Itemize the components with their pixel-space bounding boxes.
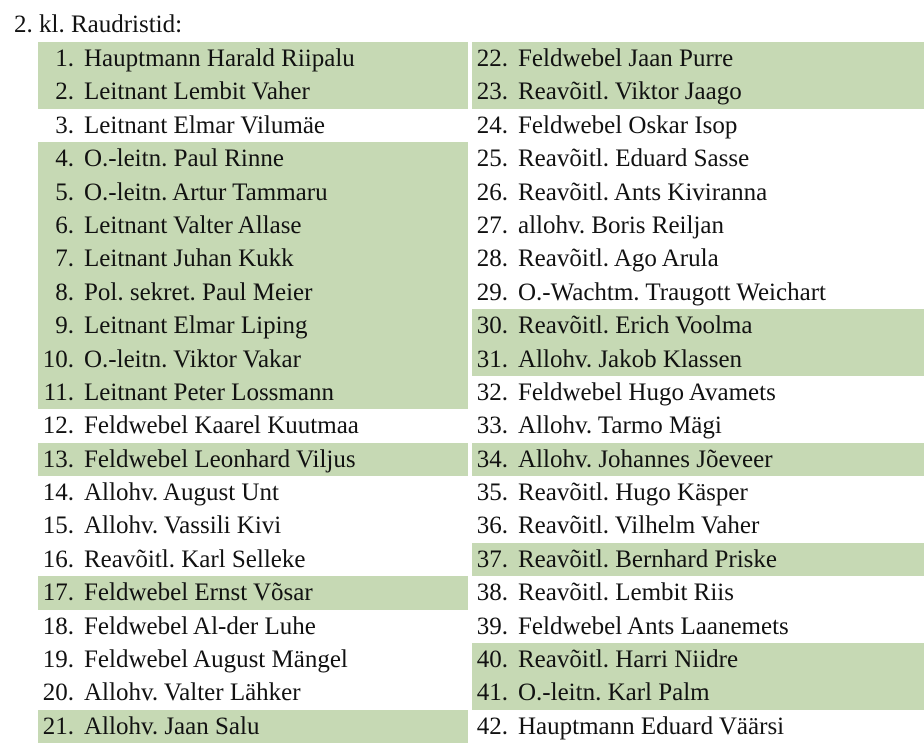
list-item-name: O.-leitn. Paul Rinne bbox=[84, 145, 284, 173]
list-item-number: 27. bbox=[476, 211, 508, 239]
list-item-number: 41. bbox=[476, 679, 508, 707]
list-item-name: Reavõitl. Hugo Käsper bbox=[518, 479, 748, 507]
list-item-name: O.-Wachtm. Traugott Weichart bbox=[518, 278, 826, 306]
list-item-name: Hauptmann Harald Riipalu bbox=[84, 45, 355, 72]
list-item bbox=[472, 75, 924, 108]
list-item-number: 32. bbox=[476, 378, 508, 406]
list-item bbox=[472, 643, 924, 676]
list-item bbox=[38, 610, 468, 643]
right-column bbox=[468, 42, 924, 743]
list-item bbox=[472, 443, 924, 476]
list-item bbox=[472, 409, 924, 442]
list-item-number: 9. bbox=[55, 312, 74, 340]
list-item bbox=[38, 309, 468, 342]
list-item-number: 26. bbox=[476, 178, 508, 206]
list-item-name: Hauptmann Eduard Väärsi bbox=[518, 712, 785, 740]
list-item bbox=[472, 543, 924, 576]
list-item-name: Allohv. Jakob Klassen bbox=[518, 345, 743, 373]
list-item-number: 1. bbox=[55, 45, 74, 72]
list-item-name: Allohv. Johannes Jõeveer bbox=[518, 445, 773, 473]
list-item bbox=[472, 509, 924, 542]
list-item bbox=[472, 42, 924, 75]
list-item bbox=[38, 476, 468, 509]
list-item-number: 29. bbox=[476, 278, 508, 306]
list-item-number: 10. bbox=[42, 345, 74, 373]
list-item bbox=[38, 543, 468, 576]
list-item bbox=[38, 242, 468, 275]
list-item bbox=[472, 576, 924, 609]
list-item-name: Feldwebel Al-der Luhe bbox=[84, 612, 316, 640]
page-title: 2. kl. Raudristid: bbox=[14, 11, 183, 38]
list-item bbox=[472, 142, 924, 175]
list-item bbox=[472, 109, 924, 142]
list-item bbox=[472, 476, 924, 509]
list-item-number: 14. bbox=[42, 479, 74, 507]
list-item-number: 17. bbox=[42, 579, 74, 607]
list-item-name: Reavõitl. Karl Selleke bbox=[84, 545, 306, 573]
left-column bbox=[0, 42, 468, 743]
list-item bbox=[38, 276, 468, 309]
list-item-name: Reavõitl. Viktor Jaago bbox=[518, 78, 742, 106]
list-item-name: Leitnant Valter Allase bbox=[84, 211, 302, 239]
list-item-name: Allohv. August Unt bbox=[84, 479, 279, 507]
list-item bbox=[472, 309, 924, 342]
list-item bbox=[472, 242, 924, 275]
list-item bbox=[38, 509, 468, 542]
list-item-name: allohv. Boris Reiljan bbox=[518, 211, 724, 239]
list-item bbox=[38, 710, 468, 743]
list-item-name: Feldwebel Oskar Isop bbox=[518, 111, 738, 139]
list-item-number: 22. bbox=[476, 45, 508, 72]
list-item-name: Leitnant Lembit Vaher bbox=[84, 78, 310, 106]
list-item-name: Allohv. Vassili Kivi bbox=[84, 512, 282, 540]
list-item-number: 16. bbox=[42, 545, 74, 573]
list-item-number: 35. bbox=[476, 479, 508, 507]
two-column-list bbox=[0, 42, 924, 743]
list-item bbox=[38, 376, 468, 409]
list-item-number: 5. bbox=[55, 178, 74, 206]
list-item-number: 13. bbox=[42, 445, 74, 473]
list-item-number: 3. bbox=[55, 111, 74, 139]
list-item-name: Reavõitl. Lembit Riis bbox=[518, 579, 734, 607]
list-item bbox=[472, 376, 924, 409]
list-item bbox=[472, 209, 924, 242]
list-item-number: 7. bbox=[55, 245, 74, 273]
list-item-name: Feldwebel August Mängel bbox=[84, 646, 348, 674]
list-item-number: 24. bbox=[476, 111, 508, 139]
list-item-name: Feldwebel Jaan Purre bbox=[518, 45, 734, 72]
list-item-number: 37. bbox=[476, 545, 508, 573]
list-item-number: 15. bbox=[42, 512, 74, 540]
list-item bbox=[38, 576, 468, 609]
list-item-name: Reavõitl. Vilhelm Vaher bbox=[518, 512, 760, 540]
list-item-name: O.-leitn. Karl Palm bbox=[518, 679, 710, 707]
list-item-name: Feldwebel Hugo Avamets bbox=[518, 378, 776, 406]
list-item bbox=[38, 42, 468, 75]
list-item-name: Reavõitl. Bernhard Priske bbox=[518, 545, 777, 573]
list-item bbox=[38, 142, 468, 175]
list-item-name: Allohv. Jaan Salu bbox=[84, 712, 260, 740]
list-item bbox=[38, 409, 468, 442]
list-item bbox=[38, 109, 468, 142]
list-item-number: 31. bbox=[476, 345, 508, 373]
list-item bbox=[472, 610, 924, 643]
list-item-number: 6. bbox=[55, 211, 74, 239]
list-item-number: 11. bbox=[43, 378, 74, 406]
list-item-name: Leitnant Elmar Liping bbox=[84, 312, 308, 340]
list-item-name: Feldwebel Leonhard Viljus bbox=[84, 445, 356, 473]
list-item-name: Feldwebel Ernst Võsar bbox=[84, 579, 313, 607]
list-item-number: 21. bbox=[42, 712, 74, 740]
list-item bbox=[38, 676, 468, 709]
list-item-name: Leitnant Juhan Kukk bbox=[84, 245, 294, 273]
list-item-number: 33. bbox=[476, 412, 508, 440]
list-item-number: 23. bbox=[476, 78, 508, 106]
list-item bbox=[472, 710, 924, 743]
list-item-number: 2. bbox=[55, 78, 74, 106]
list-item bbox=[472, 176, 924, 209]
list-item-number: 30. bbox=[476, 312, 508, 340]
list-item-name: Allohv. Tarmo Mägi bbox=[518, 412, 722, 440]
list-item-name: Reavõitl. Ants Kiviranna bbox=[518, 178, 768, 206]
list-item-name: Leitnant Peter Lossmann bbox=[84, 378, 334, 406]
list-item-name: Allohv. Valter Lähker bbox=[84, 679, 301, 707]
page-top-margin bbox=[0, 0, 924, 10]
list-item-number: 36. bbox=[476, 512, 508, 540]
list-item-number: 20. bbox=[42, 679, 74, 707]
list-item-name: Reavõitl. Erich Voolma bbox=[518, 312, 753, 340]
list-item bbox=[472, 276, 924, 309]
list-item-number: 28. bbox=[476, 245, 508, 273]
list-item-name: Reavõitl. Ago Arula bbox=[518, 245, 719, 273]
list-item bbox=[38, 343, 468, 376]
list-item-number: 4. bbox=[55, 145, 74, 173]
list-item bbox=[472, 343, 924, 376]
list-item-name: Feldwebel Ants Laanemets bbox=[518, 612, 789, 640]
list-item-number: 38. bbox=[476, 579, 508, 607]
list-item bbox=[38, 75, 468, 108]
list-item-name: Pol. sekret. Paul Meier bbox=[84, 278, 313, 306]
list-item-number: 34. bbox=[476, 445, 508, 473]
list-item bbox=[38, 643, 468, 676]
list-item-number: 42. bbox=[476, 712, 508, 740]
list-item-name: O.-leitn. Viktor Vakar bbox=[84, 345, 301, 373]
list-item-number: 12. bbox=[42, 412, 74, 440]
list-item-name: Reavõitl. Harri Niidre bbox=[518, 646, 739, 674]
list-item-number: 19. bbox=[42, 646, 74, 674]
list-item-number: 18. bbox=[42, 612, 74, 640]
list-item bbox=[38, 209, 468, 242]
list-item-number: 8. bbox=[55, 278, 74, 306]
list-item bbox=[472, 676, 924, 709]
list-item-name: Leitnant Elmar Vilumäe bbox=[84, 111, 326, 139]
list-item-name: O.-leitn. Artur Tammaru bbox=[84, 178, 328, 206]
list-item bbox=[38, 176, 468, 209]
list-item-name: Reavõitl. Eduard Sasse bbox=[518, 145, 750, 173]
list-item-number: 25. bbox=[476, 145, 508, 173]
list-item-name: Feldwebel Kaarel Kuutmaa bbox=[84, 412, 359, 440]
list-item bbox=[38, 443, 468, 476]
list-item-number: 39. bbox=[476, 612, 508, 640]
list-item-number: 40. bbox=[476, 646, 508, 674]
